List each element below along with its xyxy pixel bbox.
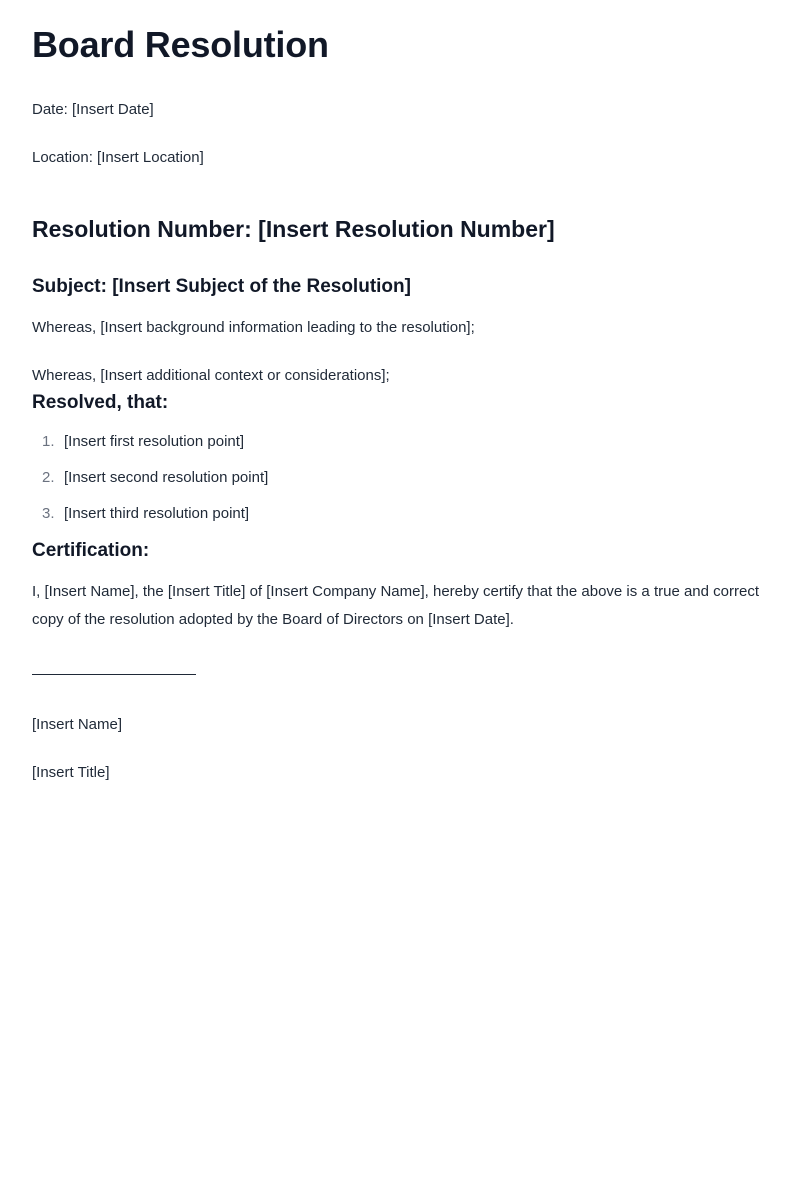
document-title: Board Resolution — [32, 24, 329, 65]
whereas-clause-2: Whereas, [Insert additional context or considerations]; — [32, 367, 390, 384]
signature-name: [Insert Name] — [32, 716, 123, 733]
resolved-heading: Resolved, that: — [32, 392, 169, 413]
resolution-points-list — [32, 430, 768, 526]
certification-text: I, [Insert Name], the [Insert Title] of [Insert Company Name], hereby certify that the above is a true and correct copy of the resolution adopted by the Board of Directors on [Insert Date]. — [32, 583, 759, 628]
subject-heading: Subject: [Insert Subject of the Resolution] — [32, 276, 411, 297]
list-item — [32, 502, 768, 526]
list-item-number: 3. — [42, 505, 55, 522]
list-item-number: 1. — [42, 433, 55, 450]
location-line: Location: [Insert Location] — [32, 149, 204, 166]
whereas-clause-1: Whereas, [Insert background information leading to the resolution]; — [32, 319, 475, 336]
list-item-text: [Insert first resolution point] — [64, 433, 245, 450]
resolution-number-heading: Resolution Number: [Insert Resolution Number] — [32, 216, 555, 242]
list-item — [32, 466, 768, 490]
list-item — [32, 430, 768, 454]
date-line: Date: [Insert Date] — [32, 101, 154, 118]
list-item-text: [Insert second resolution point] — [64, 469, 269, 486]
certification-heading: Certification: — [32, 540, 150, 561]
signature-title: [Insert Title] — [32, 764, 110, 781]
signature-line — [32, 674, 196, 675]
list-item-number: 2. — [42, 469, 55, 486]
list-item-text: [Insert third resolution point] — [64, 505, 250, 522]
